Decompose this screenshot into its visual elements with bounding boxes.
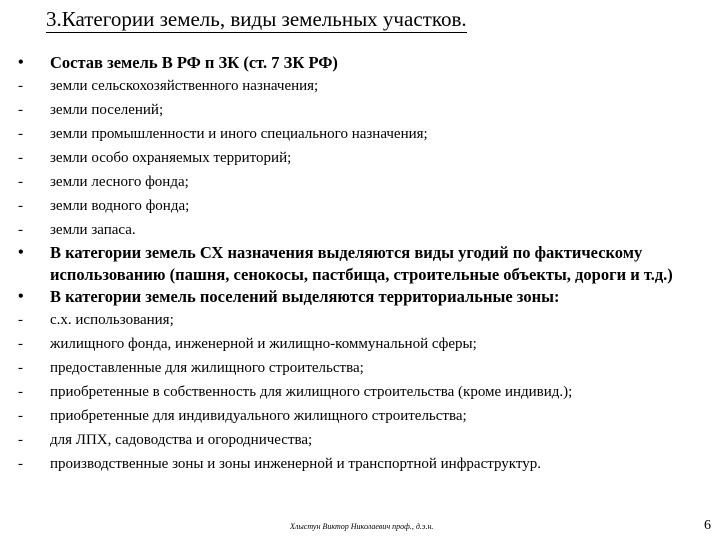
dash-item [14,98,704,122]
bullet-marker: • [18,244,24,261]
dash-item [14,404,704,428]
dash-item [14,194,704,218]
bullet-item [14,286,704,308]
dash-marker: - [18,432,23,448]
dash-marker: - [18,222,23,238]
page-number: 6 [704,518,711,533]
bullet-item [14,242,704,286]
dash-marker: - [18,198,23,214]
dash-marker: - [18,360,23,376]
dash-marker: - [18,408,23,424]
dash-item [14,122,704,146]
item-text: земли поселений; [50,102,164,118]
dash-marker: - [18,78,23,94]
item-text: для ЛПХ, садоводства и огородничества; [50,432,313,448]
dash-item [14,74,704,98]
item-text: земли сельскохозяйственного назначения; [50,78,319,94]
dash-marker: - [18,336,23,352]
dash-item [14,332,704,356]
dash-marker: - [18,126,23,142]
dash-item [14,356,704,380]
item-text: В категории земель СХ назначения выделяются виды угодий по фактическому использованию (пашня, сенокосы, пастбища, строительные объекты, дороги и т.д.) [50,243,673,284]
dash-marker: - [18,312,23,328]
dash-item [14,452,704,476]
dash-item [14,146,704,170]
item-text: земли промышленности и иного специального назначения; [50,126,428,142]
bullet-marker: • [18,288,24,305]
dash-item [14,428,704,452]
bullet-item [14,52,704,74]
item-text: В категории земель поселений выделяются территориальные зоны: [50,287,560,306]
item-text: земли лесного фонда; [50,174,189,190]
item-text: приобретенные в собственность для жилищного строительства (кроме индивид.); [50,384,573,400]
item-text: земли особо охраняемых территорий; [50,150,292,166]
dash-item [14,380,704,404]
dash-marker: - [18,456,23,472]
item-text: Состав земель В РФ п ЗК (ст. 7 ЗК РФ) [50,53,338,72]
item-text: производственные зоны и зоны инженерной и транспортной инфраструктур. [50,456,541,472]
item-text: земли запаса. [50,222,136,238]
item-text: приобретенные для индивидуального жилищного строительства; [50,408,467,424]
item-text: земли водного фонда; [50,198,190,214]
item-text: жилищного фонда, инженерной и жилищно-коммунальной сферы; [50,336,477,352]
slide-title: 3.Категории земель, виды земельных участков. [46,7,467,31]
dash-item [14,308,704,332]
item-text: предоставленные для жилищного строительства; [50,360,364,376]
content-list [14,52,704,476]
dash-marker: - [18,102,23,118]
bullet-marker: • [18,54,24,71]
dash-item [14,170,704,194]
dash-marker: - [18,150,23,166]
dash-marker: - [18,174,23,190]
dash-item [14,218,704,242]
dash-marker: - [18,384,23,400]
author-footer: Хлыстун Виктор Николаевич проф., д.э.н. [290,522,434,531]
item-text: с.х. использования; [50,312,174,328]
